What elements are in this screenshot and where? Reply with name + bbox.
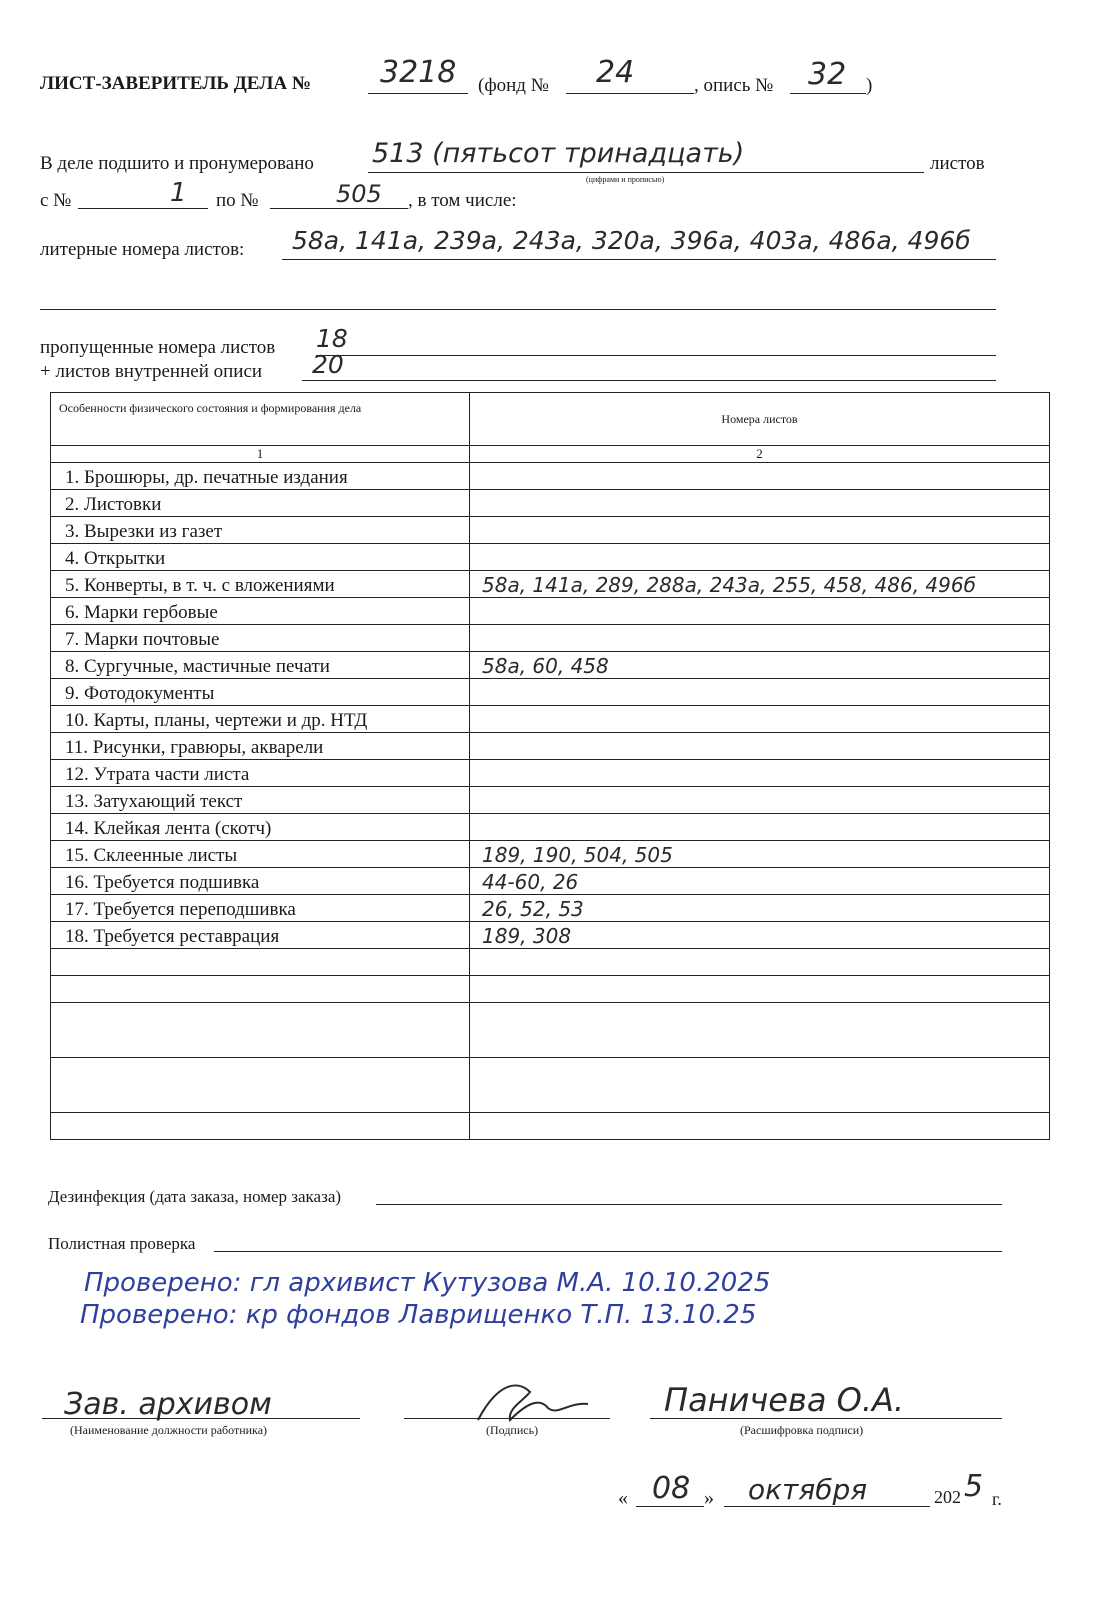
- sheets-suffix: листов: [930, 153, 985, 174]
- missing-value[interactable]: 18: [316, 324, 348, 353]
- date-year-suffix: 5: [964, 1469, 984, 1504]
- row-value[interactable]: 44-60, 26: [470, 868, 1050, 895]
- row-value[interactable]: [470, 463, 1050, 490]
- to-value-line: [270, 208, 408, 209]
- date-day: 08: [652, 1471, 691, 1506]
- row-label: 7. Марки почтовые: [51, 625, 470, 652]
- check-label: Полистная проверка: [48, 1234, 196, 1253]
- row-label: 17. Требуется переподшивка: [51, 895, 470, 922]
- check-note-2: Проверено: кр фондов Лаврищенко Т.П. 13.10.25: [80, 1300, 757, 1330]
- from-value-line: [78, 208, 208, 209]
- check-note-1: Проверено: гл архивист Кутузова М.А. 10.10.2025: [84, 1268, 771, 1298]
- date-g: г.: [992, 1489, 1002, 1509]
- date-day-line: [636, 1506, 704, 1507]
- row-value[interactable]: [470, 787, 1050, 814]
- internal-value[interactable]: 20: [312, 350, 344, 379]
- row-value[interactable]: [470, 517, 1050, 544]
- letter-numbers-line: [282, 259, 996, 260]
- table-row: [51, 841, 1050, 868]
- row-value[interactable]: 58а, 60, 458: [470, 652, 1050, 679]
- position-caption: (Наименование должности работника): [70, 1423, 268, 1437]
- internal-line: [302, 380, 996, 381]
- row-label: 16. Требуется подшивка: [51, 868, 470, 895]
- letter-numbers-value[interactable]: 58а, 141а, 239а, 243а, 320а, 396а, 403а, 486а, 496б: [292, 226, 971, 255]
- name-caption: (Расшифровка подписи): [740, 1423, 864, 1437]
- letter-numbers-label: литерные номера листов:: [40, 239, 245, 260]
- row-label: 12. Утрата части листа: [51, 760, 470, 787]
- table-row: [51, 814, 1050, 841]
- opis-number-value[interactable]: 32: [808, 57, 847, 92]
- empty-row: [51, 1113, 1050, 1140]
- row-value[interactable]: 189, 308: [470, 922, 1050, 949]
- table-row: [51, 922, 1050, 949]
- sign-line: [404, 1418, 610, 1419]
- row-label: 11. Рисунки, гравюры, акварели: [51, 733, 470, 760]
- to-value[interactable]: 505: [336, 180, 382, 208]
- physical-state-table: [50, 392, 1050, 1140]
- disinfection-label: Дезинфекция (дата заказа, номер заказа): [48, 1187, 342, 1206]
- table-row: [51, 463, 1050, 490]
- sheets-label: В деле подшито и пронумеровано: [40, 153, 314, 174]
- table-row: [51, 544, 1050, 571]
- including-label: , в том числе:: [408, 190, 517, 211]
- sheets-value[interactable]: 513 (пятьсот тринадцать): [372, 138, 745, 169]
- row-value[interactable]: 189, 190, 504, 505: [470, 841, 1050, 868]
- col1-number: 1: [51, 446, 470, 463]
- date-close-quote: »: [704, 1487, 714, 1509]
- row-label: 4. Открытки: [51, 544, 470, 571]
- check-line[interactable]: [214, 1251, 1002, 1252]
- position-value: Зав. архивом: [64, 1387, 272, 1422]
- sign-caption: (Подпись): [486, 1423, 539, 1437]
- row-value[interactable]: [470, 679, 1050, 706]
- internal-label: + листов внутренней описи: [40, 361, 263, 382]
- empty-row: [51, 976, 1050, 1003]
- empty-row: [51, 1003, 1050, 1058]
- row-label: 10. Карты, планы, чертежи и др. НТД: [51, 706, 470, 733]
- fond-label: (фонд №: [478, 75, 549, 96]
- table-row: [51, 706, 1050, 733]
- sheets-value-line: [368, 172, 924, 173]
- table-row: [51, 895, 1050, 922]
- close-paren: ): [866, 75, 873, 96]
- row-label: 8. Сургучные, мастичные печати: [51, 652, 470, 679]
- from-value[interactable]: 1: [170, 178, 187, 208]
- col1-header: Особенности физического состояния и формирования дела: [51, 393, 470, 446]
- row-value[interactable]: [470, 706, 1050, 733]
- table-number-row: [51, 446, 1050, 463]
- date-open-quote: «: [618, 1487, 628, 1509]
- fond-number-line: [566, 93, 694, 94]
- row-label: 3. Вырезки из газет: [51, 517, 470, 544]
- opis-label: , опись №: [694, 75, 774, 96]
- row-value[interactable]: [470, 625, 1050, 652]
- row-value[interactable]: [470, 733, 1050, 760]
- row-value[interactable]: 58а, 141а, 289, 288а, 243а, 255, 458, 486, 496б: [470, 571, 1050, 598]
- row-value[interactable]: [470, 490, 1050, 517]
- table-row: [51, 733, 1050, 760]
- position-line: [42, 1418, 360, 1419]
- table-row: [51, 652, 1050, 679]
- col2-header: Номера листов: [470, 393, 1050, 446]
- table-row: [51, 679, 1050, 706]
- case-number-value[interactable]: 3218: [380, 55, 457, 90]
- table-row: [51, 625, 1050, 652]
- table-row: [51, 517, 1050, 544]
- row-label: 5. Конверты, в т. ч. с вложениями: [51, 571, 470, 598]
- case-number-line: [368, 93, 468, 94]
- table-header-row: [51, 393, 1050, 446]
- table-row: [51, 490, 1050, 517]
- row-label: 14. Клейкая лента (скотч): [51, 814, 470, 841]
- missing-label: пропущенные номера листов: [40, 337, 276, 358]
- fond-number-value[interactable]: 24: [596, 55, 635, 90]
- row-value[interactable]: [470, 760, 1050, 787]
- table-row: [51, 868, 1050, 895]
- table-row: [51, 571, 1050, 598]
- row-value[interactable]: [470, 544, 1050, 571]
- table-row: [51, 598, 1050, 625]
- letter-numbers-extra-line: [40, 309, 996, 310]
- from-label: с №: [40, 190, 72, 211]
- row-label: 18. Требуется реставрация: [51, 922, 470, 949]
- missing-line: [316, 355, 996, 356]
- opis-number-line: [790, 93, 866, 94]
- name-value: Паничева О.А.: [664, 1381, 905, 1419]
- table-row: [51, 760, 1050, 787]
- row-label: 1. Брошюры, др. печатные издания: [51, 463, 470, 490]
- row-value[interactable]: [470, 598, 1050, 625]
- col2-number: 2: [470, 446, 1050, 463]
- sheets-hint: (цифрами и прописью): [586, 175, 665, 184]
- row-label: 2. Листовки: [51, 490, 470, 517]
- row-label: 9. Фотодокументы: [51, 679, 470, 706]
- date-month: октября: [748, 1473, 868, 1506]
- row-value[interactable]: 26, 52, 53: [470, 895, 1050, 922]
- disinfection-line[interactable]: [376, 1204, 1002, 1205]
- table-row: [51, 787, 1050, 814]
- row-label: 13. Затухающий текст: [51, 787, 470, 814]
- date-month-line: [724, 1506, 930, 1507]
- document-title: ЛИСТ-ЗАВЕРИТЕЛЬ ДЕЛА №: [40, 73, 311, 94]
- row-label: 15. Склеенные листы: [51, 841, 470, 868]
- name-line: [650, 1418, 1002, 1419]
- to-label: по №: [216, 190, 259, 211]
- empty-row: [51, 949, 1050, 976]
- empty-row: [51, 1058, 1050, 1113]
- row-value[interactable]: [470, 814, 1050, 841]
- row-label: 6. Марки гербовые: [51, 598, 470, 625]
- date-year-prefix: 202: [934, 1487, 961, 1507]
